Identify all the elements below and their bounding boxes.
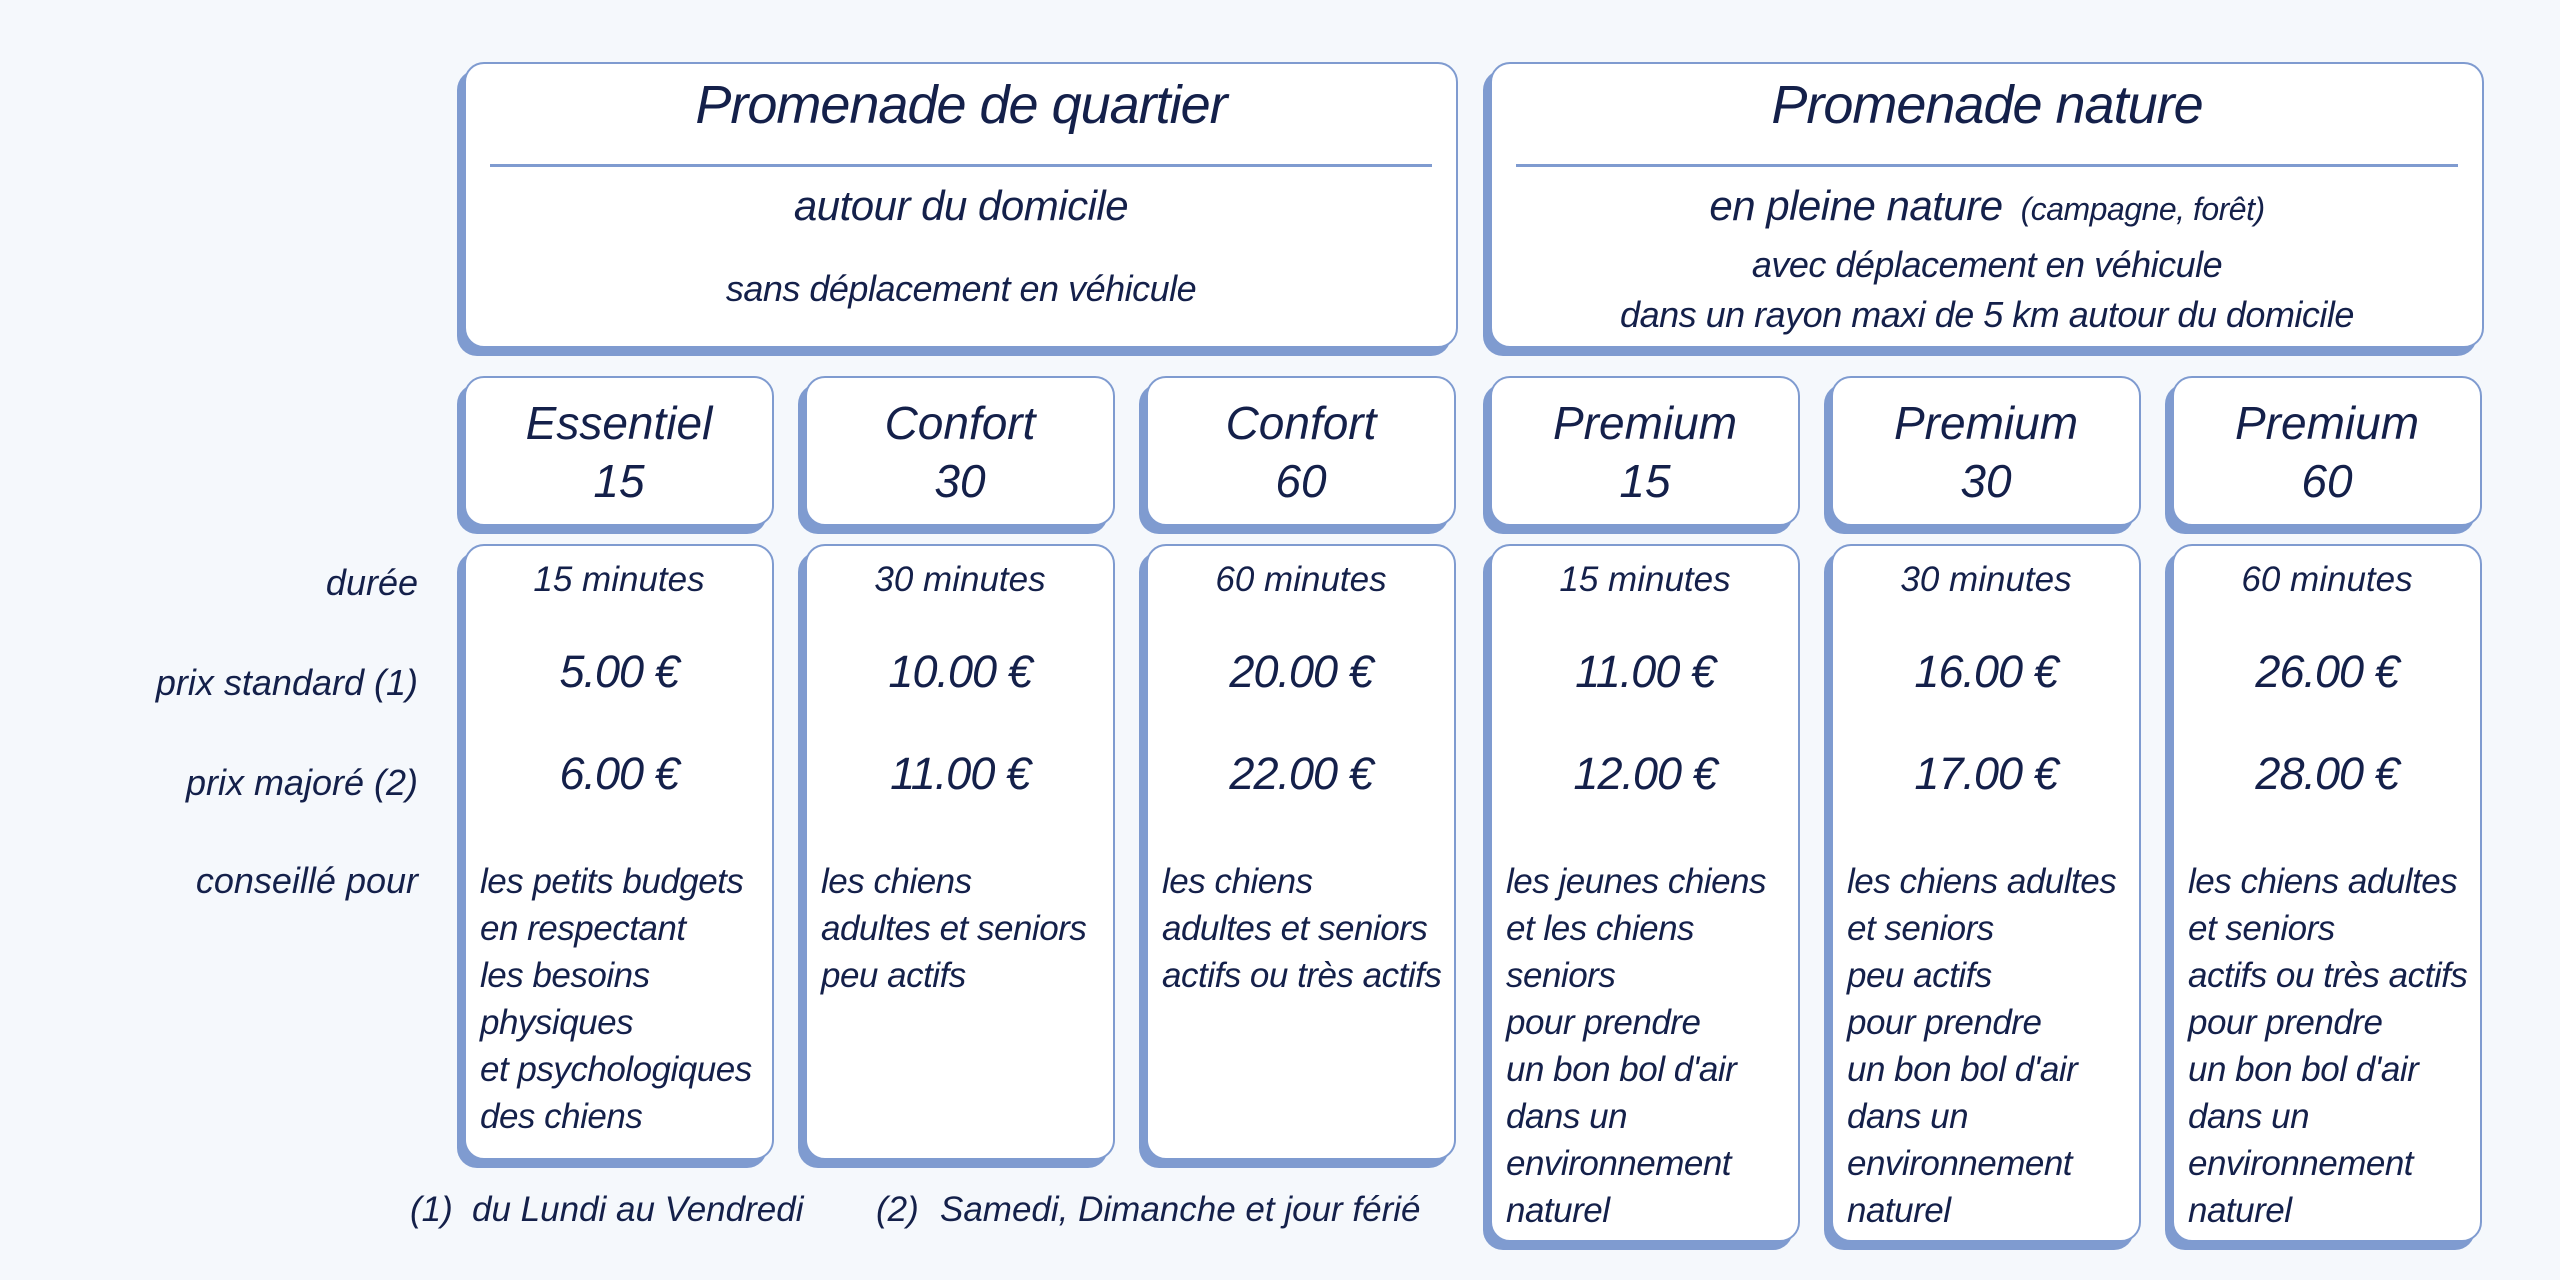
plan-name: Confort <box>884 397 1036 449</box>
group-subtitle-nature-row <box>1492 182 2482 230</box>
plan-duration: 15 minutes <box>533 560 705 599</box>
plan-duration: 30 minutes <box>1900 560 2072 599</box>
plan-number: 15 <box>1619 455 1671 507</box>
plan-name: Premium <box>1552 397 1738 449</box>
plan-price-increased: 28.00 € <box>2255 748 2399 799</box>
plan-price-standard: 10.00 € <box>888 646 1032 697</box>
row-label-price-increased: prix majoré (2) <box>185 762 418 803</box>
plan-price-standard: 20.00 € <box>1229 646 1373 697</box>
group-detail-nature: avec déplacement en véhicule <box>1751 244 2223 285</box>
plan-price-increased: 11.00 € <box>890 748 1030 799</box>
plan-advice: les chiens adultes et seniors peu actifs pour prendre un bon bol d'air dans un environnement naturel <box>1847 862 2117 1230</box>
plan-details-essentiel-15 <box>464 544 774 1160</box>
plan-price-increased: 6.00 € <box>559 748 679 799</box>
plan-advice: les chiens adultes et seniors actifs ou très actifs pour prendre un bon bol d'air dans un environnement naturel <box>2188 862 2468 1230</box>
group-subtitle-quartier: autour du domicile <box>793 182 1129 229</box>
plan-price-standard: 11.00 € <box>1575 646 1715 697</box>
plan-price-standard: 5.00 € <box>559 646 679 697</box>
plan-name: Confort <box>1225 397 1377 449</box>
plan-advice: les chiens adultes et seniors actifs ou très actifs <box>1162 862 1442 995</box>
group-card-quartier <box>464 62 1458 348</box>
plan-name: Essentiel <box>525 397 713 449</box>
plan-header-essentiel-15 <box>464 376 774 526</box>
group-detail-quartier: sans déplacement en véhicule <box>725 268 1197 309</box>
plan-header-premium-30 <box>1831 376 2141 526</box>
plan-number: 30 <box>1960 455 2012 507</box>
plan-number: 30 <box>934 455 986 507</box>
row-label-price-standard: prix standard (1) <box>155 662 418 703</box>
plan-header-premium-15 <box>1490 376 1800 526</box>
plan-advice: les chiens adultes et seniors peu actifs <box>821 862 1087 995</box>
group-subtitle-nature: en pleine nature <box>1709 182 2003 229</box>
plan-duration: 60 minutes <box>2241 560 2413 599</box>
plan-details-premium-60 <box>2172 544 2482 1242</box>
plan-details-premium-15 <box>1490 544 1800 1242</box>
plan-number: 60 <box>1275 455 1327 507</box>
footnote-2-marker: (2) <box>876 1190 919 1229</box>
plan-price-standard: 16.00 € <box>1914 646 2058 697</box>
plan-number: 15 <box>593 455 645 507</box>
row-label-advice: conseillé pour <box>195 860 418 901</box>
group-card-nature <box>1490 62 2484 348</box>
plan-duration: 15 minutes <box>1559 560 1731 599</box>
group-title-nature: Promenade nature <box>1771 75 2203 135</box>
plan-price-standard: 26.00 € <box>2255 646 2399 697</box>
plan-name: Premium <box>1893 397 2079 449</box>
footnote-1-text: du Lundi au Vendredi <box>472 1190 804 1229</box>
plan-name: Premium <box>2234 397 2420 449</box>
plan-details-confort-60 <box>1146 544 1456 1160</box>
group-divider-quartier <box>490 164 1432 167</box>
plan-advice: les jeunes chiens et les chiens seniors pour prendre un bon bol d'air dans un environnement naturel <box>1506 862 1766 1230</box>
footnote-2-text: Samedi, Dimanche et jour férié <box>940 1190 1421 1229</box>
plan-price-increased: 17.00 € <box>1914 748 2058 799</box>
group-divider-nature <box>1516 164 2458 167</box>
plan-duration: 30 minutes <box>874 560 1046 599</box>
plan-header-confort-30 <box>805 376 1115 526</box>
row-label-duration: durée <box>325 562 418 603</box>
plan-advice: les petits budgets en respectant les besoins physiques et psychologiques des chiens <box>480 862 752 1136</box>
plan-header-confort-60 <box>1146 376 1456 526</box>
plan-duration: 60 minutes <box>1215 560 1387 599</box>
plan-details-premium-30 <box>1831 544 2141 1242</box>
group-range-nature: dans un rayon maxi de 5 km autour du domicile <box>1620 294 2354 335</box>
group-subtitle-nature-note: (campagne, forêt) <box>2020 191 2265 227</box>
plan-header-premium-60 <box>2172 376 2482 526</box>
plan-price-increased: 12.00 € <box>1573 748 1717 799</box>
group-title-quartier: Promenade de quartier <box>695 75 1227 135</box>
plan-number: 60 <box>2301 455 2353 507</box>
plan-details-confort-30 <box>805 544 1115 1160</box>
plan-price-increased: 22.00 € <box>1229 748 1373 799</box>
footnote-1-marker: (1) <box>410 1190 453 1229</box>
